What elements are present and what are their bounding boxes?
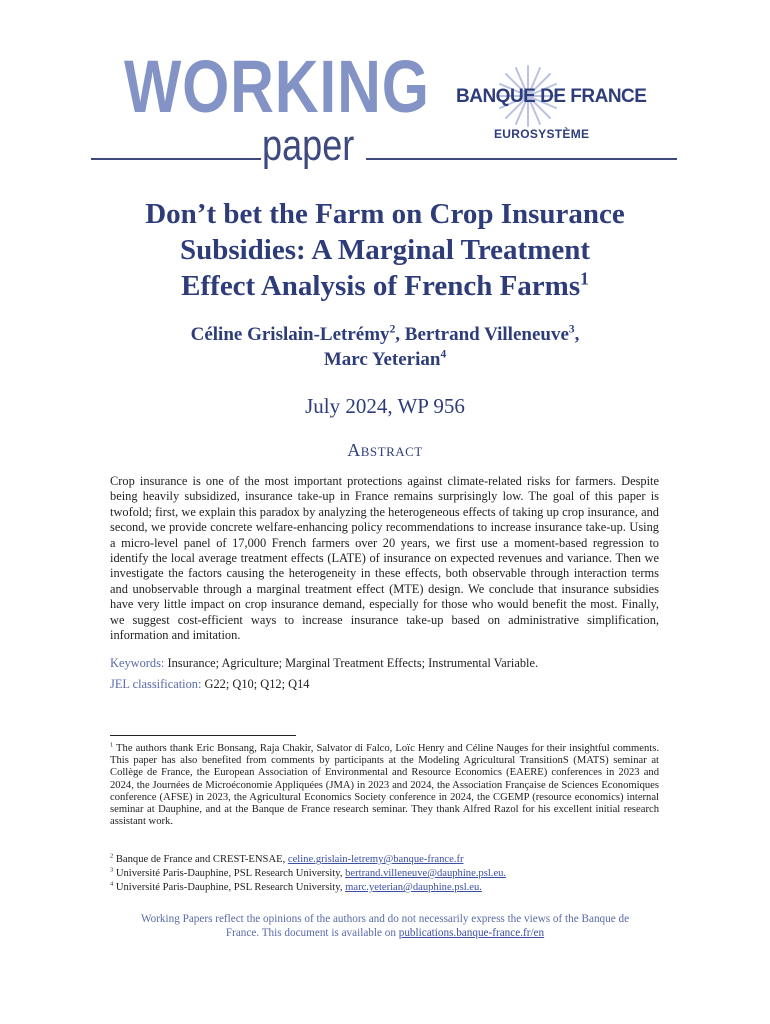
footnote-4 [110, 882, 659, 894]
jel-classification [110, 676, 670, 692]
footnote-4-text: Université Paris-Dauphine, PSL Research University, [113, 882, 346, 893]
paper-wordmark: paper [262, 121, 355, 170]
author-2: Bertrand Villeneuve [404, 324, 569, 345]
disclaimer-line-2-text: France. This document is available on [225, 927, 399, 939]
bank-name: BANQUE DE FRANCE [456, 86, 647, 107]
author-3-note: 4 [440, 348, 447, 361]
keywords [110, 655, 670, 671]
author-list [60, 322, 710, 372]
footnote-1-mark: 1 [110, 741, 114, 749]
footnote-2-email-link[interactable]: celine.grislain-letremy@banque-france.fr [287, 854, 464, 865]
author-line-2 [60, 347, 710, 372]
jel-label: JEL classification: [110, 677, 202, 691]
disclaimer-line-1: Working Papers reflect the opinions of the authors and do not necessarily express the views of the Banque de [140, 913, 630, 925]
disclaimer [100, 912, 670, 940]
jel-value: G22; Q10; Q12; Q14 [201, 677, 310, 691]
author-separator: , [574, 324, 580, 345]
publication-date: July 2024, WP 956 [305, 394, 465, 418]
author-separator: , [395, 324, 405, 345]
title-line-2: Subsidies: A Marginal Treatment [179, 234, 591, 266]
footnote-2-text: Banque de France and CREST-ENSAE, [113, 854, 288, 865]
author-1: Céline Grislain-Letrémy [190, 324, 390, 345]
abstract-text: Crop insurance is one of the most important protections against climate-related risks for farmers. Despite being heavily subsidized, insurance take-up in France remains surprisingly low. The goal of this paper is twofold; first, we explain this paradox by analyzing the heterogeneous effects of taking up crop insurance, and second, we provide concrete welfare-enhancing policy recommendations to increase insurance take-up. Using a micro-level panel of 17,000 French farmers over 20 years, we first use a moment-based regression to identify the local average treatment effects (LATE) of insurance on expected revenues and variance. Then we investigate the factors causing the heterogeneity in these effects, both observable through interaction terms and unobservable through a marginal treatment effect (MTE) design. We conclude that insurance subsidies have very little impact on crop insurance demand, especially for those who would benefit the most. Finally, we suggest cost-efficient ways to increase insurance take-up based on administrative simplification, information and imitation. [110, 474, 659, 643]
title-footnote-mark: 1 [580, 268, 589, 289]
footnote-4-email-link[interactable]: marc.yeterian@dauphine.psl.eu. [345, 882, 482, 893]
footnote-1-text: The authors thank Eric Bonsang, Raja Chakir, Salvator di Falco, Loïc Henry and Céline Nauges for their insightful comments. This paper has also benefited from comments by participants at the Modeling Agricultural TransitionS (MATS) seminar at Collège de France, the European Association of Environmental and Resource Economics (EAERE) conferences in 2023 and 2024, the Journées de Microéconomie Appliquées (JMA) in 2023 and 2024, the Association Française de Sciences Economiques conference (AFSE) in 2023, the Agricultural Economics Society conference in 2024, the CGEMP (resource economics) internal seminar at Dauphine, and at the Banque de France research seminar. They thank Alfred Razol for his excellent initial research assistant work. [110, 743, 659, 828]
footnote-4-mark: 4 [110, 880, 114, 888]
footnote-3-email-link[interactable]: bertrand.villeneuve@dauphine.psl.eu. [345, 868, 507, 879]
footnote-3-mark: 3 [110, 866, 114, 874]
footnote-3-text: Université Paris-Dauphine, PSL Research University, [113, 868, 346, 879]
header-rule-left [91, 158, 261, 160]
author-2-note: 3 [568, 323, 575, 336]
author-line-1 [60, 322, 710, 347]
footnote-3 [110, 868, 659, 880]
title-line-3-text: Effect Analysis of French Farms [181, 270, 581, 302]
title-line-3 [60, 268, 710, 304]
title-line-1: Don’t bet the Farm on Crop Insurance [145, 198, 625, 230]
bank-subtitle: EUROSYSTÈME [494, 127, 590, 141]
abstract-heading: Abstract [347, 440, 423, 460]
author-3: Marc Yeterian [323, 349, 441, 370]
disclaimer-line-2 [100, 926, 670, 940]
paper-title [60, 196, 710, 304]
keywords-label: Keywords: [110, 656, 165, 670]
working-wordmark: WORKING [124, 45, 430, 128]
footnote-2 [110, 854, 659, 866]
keywords-value: Insurance; Agriculture; Marginal Treatment Effects; Instrumental Variable. [164, 656, 539, 670]
footnote-1 [110, 743, 659, 828]
author-1-note: 2 [389, 323, 396, 336]
footnote-divider [110, 735, 296, 736]
footnote-2-mark: 2 [110, 852, 114, 860]
header-rule-right [366, 158, 677, 160]
publications-link[interactable]: publications.banque-france.fr/en [398, 927, 545, 939]
